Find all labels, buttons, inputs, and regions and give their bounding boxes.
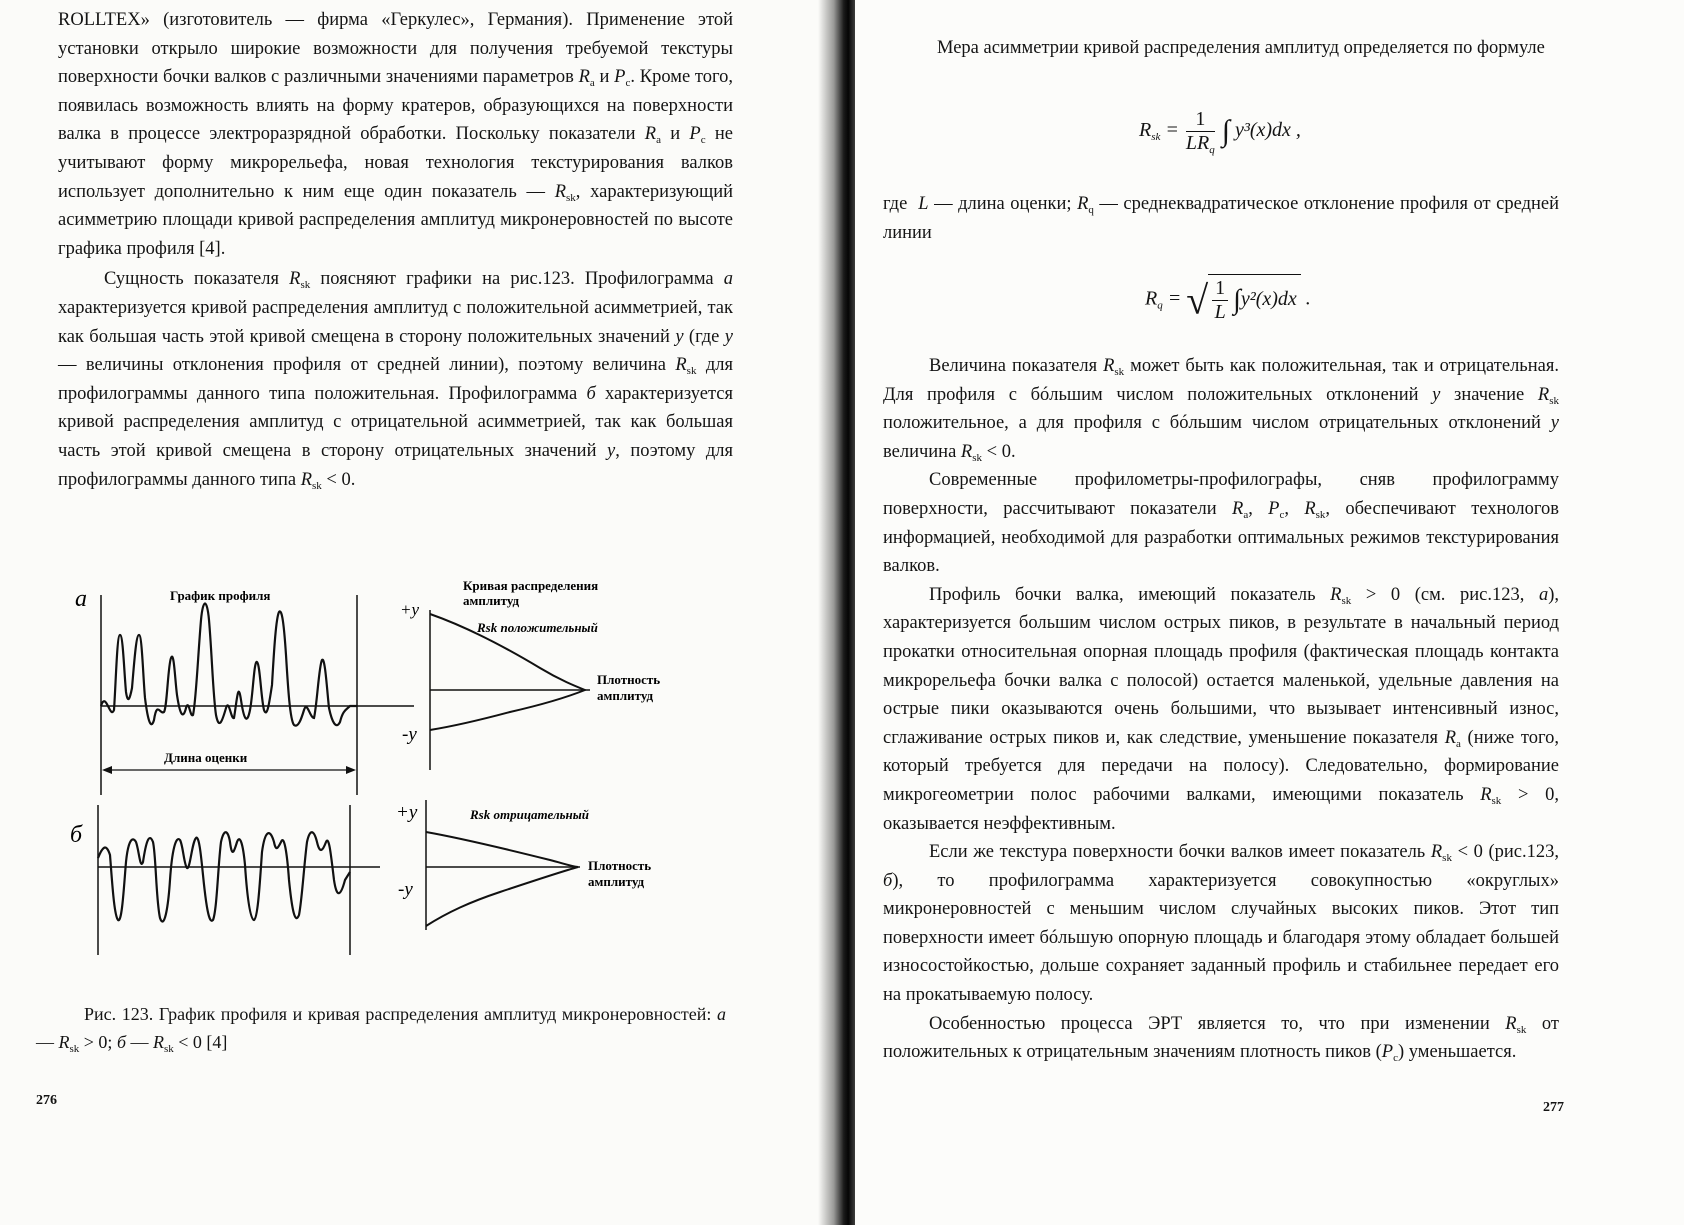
right-paragraph-2: Современные профилометры-профилографы, сняв профилограмму поверхности, рассчитывают показатели $R_a$, $P_c$, $R_{sk}$, обеспечивают технологов информацией, необходимой для разработки оптимальных режимов текстурирования валков. [883,470,1560,577]
left-page [0,0,840,1225]
left-text-block [58,6,733,494]
minus-y-a: -y [402,724,417,745]
formula-rq: $R_q$ = √ $\frac{1}{L}$ ∫y²(x)dx . [1145,274,1311,326]
fig-label-b: б [70,822,83,848]
density-a-line1: Плотность [597,672,661,687]
fig-label-a: а [75,586,87,612]
left-paragraph-2: Сущность показателя $R_{sk}$ поясняют графики на рис.123. Профилограмма а характеризуется кривой распределения амплитуд с положительной асимметрией, так как большая часть этой кривой смещена в сторону положительных значений y (где y — величины отклонения профиля от средней линии), поэтому величина $R_{sk}$ для профилограммы данного типа положительная. Профилограмма б характеризуется кривой распределения амплитуд с отрицательной асимметрией, так как большая часть этой кривой смещена в сторону отрицательных значений y, поэтому для профилограммы данного типа $R_{sk} < 0$. [58,269,733,492]
right-text-block [883,352,1559,1067]
right-intro: Мера асимметрии кривой распределения амплитуд определяется по формуле [937,38,1545,58]
plus-y-b: +y [396,802,418,823]
plus-y-a: +y [400,600,420,619]
figure-caption: Рис. 123. График профиля и кривая распределения амплитуд микронеровностей: а — $R_{sk} > 0$; б — $R_{sk} < 0$ [4] [36,1004,726,1055]
profile-b-curve [98,832,350,921]
density-b-line2: амплитуд [588,874,645,889]
eval-length-arrow-left [102,766,112,774]
right-paragraph-1: Величина показателя $R_{sk}$ может быть как положительная, так и отрицательная. Для профиля с бóльшим числом положительных отклонений y значение $R_{sk}$ положительное, а для профиля с бóльшим числом отрицательных отклонений y величина $R_{sk} < 0$. [883,356,1559,464]
page-number-right: 277 [1543,1100,1564,1115]
dist-title-line2: амплитуд [463,593,520,608]
right-paragraph-4: Если же текстура поверхности бочки валков имеет показатель $R_{sk} < 0$ (рис.123, б), то профилограмма характеризуется совокупностью «округлых» микронеровностей с меньшим числом случайных высоких пиков. Этот тип поверхности имеет бóльшую опорную площадь и благодаря этому обладает большей износостойкостью, дольше сохраняет заданный профиль и стабильнее передает его на прокатываемую полосу. [883,842,1559,1006]
right-page [855,0,1684,1225]
right-paragraph-3: Профиль бочки валка, имеющий показатель $R_{sk} > 0$ (см. рис.123, а), характеризуется большим числом острых пиков, в результате в начальный период прокатки относительная опорная площадь профиля (фактическая площадь контакта микрорельефа бочки валка с полосой) остается маленькой, удельные давления на острые пики оказываются очень большими, что вызывает интенсивный износ, сглаживание острых пиков и, как следствие, уменьшение показателя $R_a$ (ниже того, который требуется для передачи на полосу). Следовательно, формирование микрогеометрии полос рабочими валками, имеющими показатель $R_{sk} > 0$, оказывается неэффективным. [883,584,1560,834]
figure-123 [40,580,760,960]
page-number-left: 276 [36,1093,57,1108]
eval-length-arrow-right [346,766,356,774]
rsk-negative-label: Rsk отрицательный [470,807,590,822]
minus-y-b: -y [398,879,413,900]
eval-length-label: Длина оценки [164,750,248,765]
left-paragraph-1: ROLLTEX» (изготовитель — фирма «Геркулес», Германия). Применение этой установки открыло широкие возможности для получения требуемой текстуры поверхности бочки валков с различными значениями параметров $R_a$ и $P_c$. Кроме того, появилась возможность влиять на форму кратеров, образующихся на поверхности валка в процессе электроразрядной обработки. Поскольку показатели $R_a$ и $P_c$ не учитывают форму микрорельефа, новая технология текстурирования валков использует дополнительно к ним еще один показатель — $R_{sk}$, характеризующий асимметрию площади кривой распределения амплитуд микронеровностей по высоте графика профиля [4]. [58,10,734,259]
profile-a-curve [101,604,357,726]
dist-b-curve [426,832,578,926]
rsk-positive-label: Rsk положительный [477,620,598,635]
right-where: где L — длина оценки; $R_q$ — среднеквадратическое отклонение профиля от средней линии [883,194,1559,243]
right-paragraph-5: Особенностью процесса ЭРТ является то, что при изменении $R_{sk}$ от положительных к отрицательным значениям плотность пиков $(P_c)$ уменьшается. [883,1013,1560,1065]
dist-title-line1: Кривая распределения [463,580,599,593]
density-b-line1: Плотность [588,858,652,873]
formula-rsk: $R_{sk}$ = 1 $LR_q$ ∫ y³(x)dx , [1139,108,1301,156]
density-a-line2: амплитуд [597,688,654,703]
profile-title: График профиля [170,588,271,603]
